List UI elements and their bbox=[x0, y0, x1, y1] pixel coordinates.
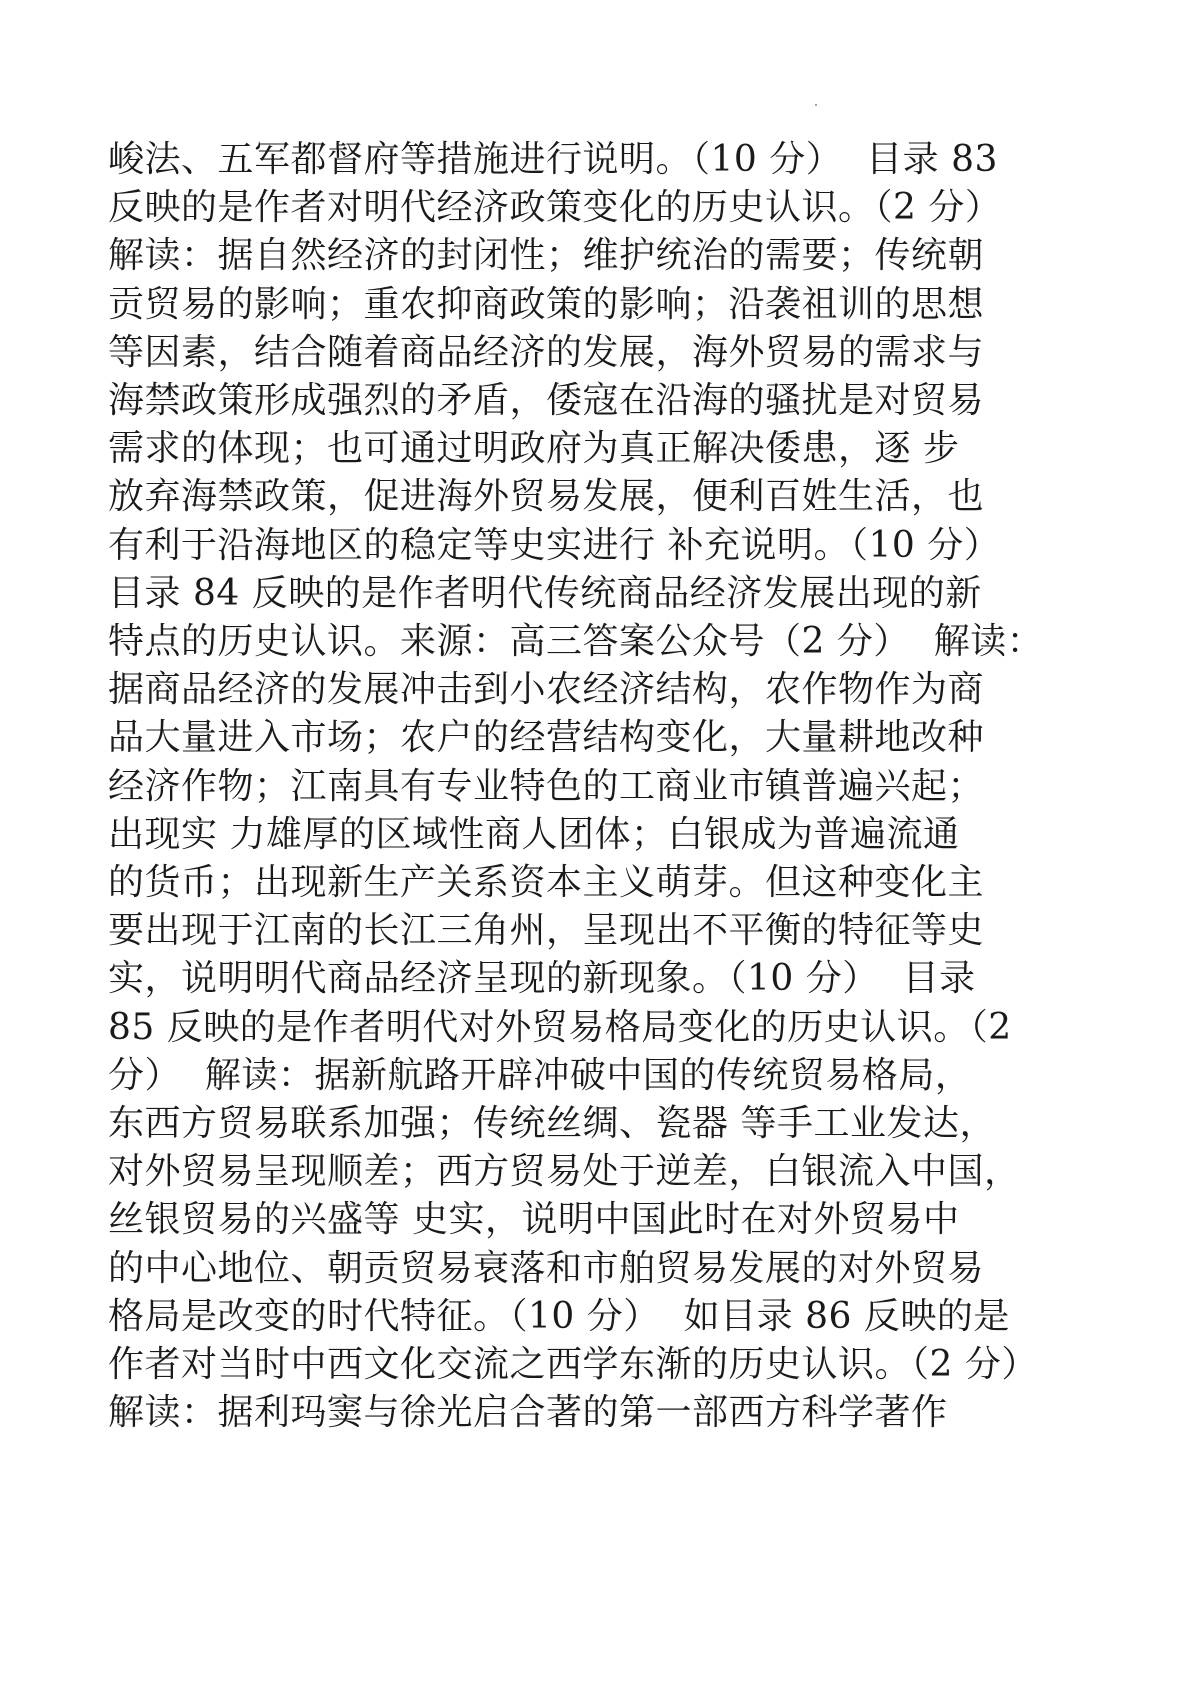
text-line: 出现实 力雄厚的区域性商人团体；白银成为普遍流通 bbox=[108, 813, 960, 855]
text-line: 85 反映的是作者明代对外贸易格局变化的历史认识。（2 bbox=[108, 1006, 1012, 1048]
text-line: 经济作物；江南具有专业特色的工商业市镇普遍兴起； bbox=[108, 765, 985, 807]
text-line: 的货币；出现新生产关系资本主义萌芽。但这种变化主 bbox=[108, 862, 985, 904]
text-line: 丝银贸易的兴盛等 史实，说明中国此时在对外贸易中 bbox=[108, 1199, 960, 1241]
text-line: 有利于沿海地区的稳定等史实进行 补充说明。（10 分） bbox=[108, 524, 1001, 566]
text-line: 品大量进入市场；农户的经营结构变化，大量耕地改种 bbox=[108, 717, 985, 759]
text-line: 需求的体现；也可通过明政府为真正解决倭患，逐 步 bbox=[108, 428, 960, 470]
text-line: 实，说明明代商品经济呈现的新现象。（10 分） 目录 bbox=[108, 958, 976, 1000]
text-line: 峻法、五军都督府等措施进行说明。（10 分） 目录 83 bbox=[108, 139, 998, 180]
text-line: 解读：据自然经济的封闭性；维护统治的需要；传统朝 bbox=[108, 235, 985, 277]
text-line: 贡贸易的影响；重农抑商政策的影响；沿袭祖训的思想 bbox=[108, 283, 985, 325]
text-line: 特点的历史认识。来源：高三答案公众号（2 分） 解读： bbox=[108, 621, 1044, 663]
text-line: 目录 84 反映的是作者明代传统商品经济发展出现的新 bbox=[108, 572, 982, 614]
text-line: 放弃海禁政策，促进海外贸易发展，便利百姓生活，也 bbox=[108, 476, 985, 518]
text-line: 东西方贸易联系加强；传统丝绸、瓷器 等手工业发达， bbox=[108, 1103, 996, 1145]
text-line: 作者对当时中西文化交流之西学东渐的历史认识。（2 分） bbox=[108, 1344, 1038, 1386]
text-line: 分） 解读：据新航路开辟冲破中国的传统贸易格局， bbox=[108, 1054, 972, 1096]
text-line: 的中心地位、朝贡贸易衰落和市舶贸易发展的对外贸易 bbox=[108, 1247, 985, 1289]
text-line: 海禁政策形成强烈的矛盾，倭寇在沿海的骚扰是对贸易 bbox=[108, 380, 985, 422]
text-line: 格局是改变的时代特征。（10 分） 如目录 86 反映的是 bbox=[108, 1295, 1010, 1337]
scan-speck bbox=[815, 104, 817, 106]
text-line: 对外贸易呈现顺差；西方贸易处于逆差，白银流入中国， bbox=[108, 1151, 1021, 1193]
text-line: 等因素，结合随着商品经济的发展，海外贸易的需求与 bbox=[108, 331, 985, 373]
body-text bbox=[108, 136, 1188, 1437]
text-line: 据商品经济的发展冲击到小农经济结构，农作物作为商 bbox=[108, 669, 985, 711]
text-line: 要出现于江南的长江三角州，呈现出不平衡的特征等史 bbox=[108, 910, 985, 952]
text-line: 解读：据利玛窦与徐光启合著的第一部西方科学著作 bbox=[108, 1392, 948, 1434]
text-line: 反映的是作者对明代经济政策变化的历史认识。（2 分） bbox=[108, 187, 1002, 229]
